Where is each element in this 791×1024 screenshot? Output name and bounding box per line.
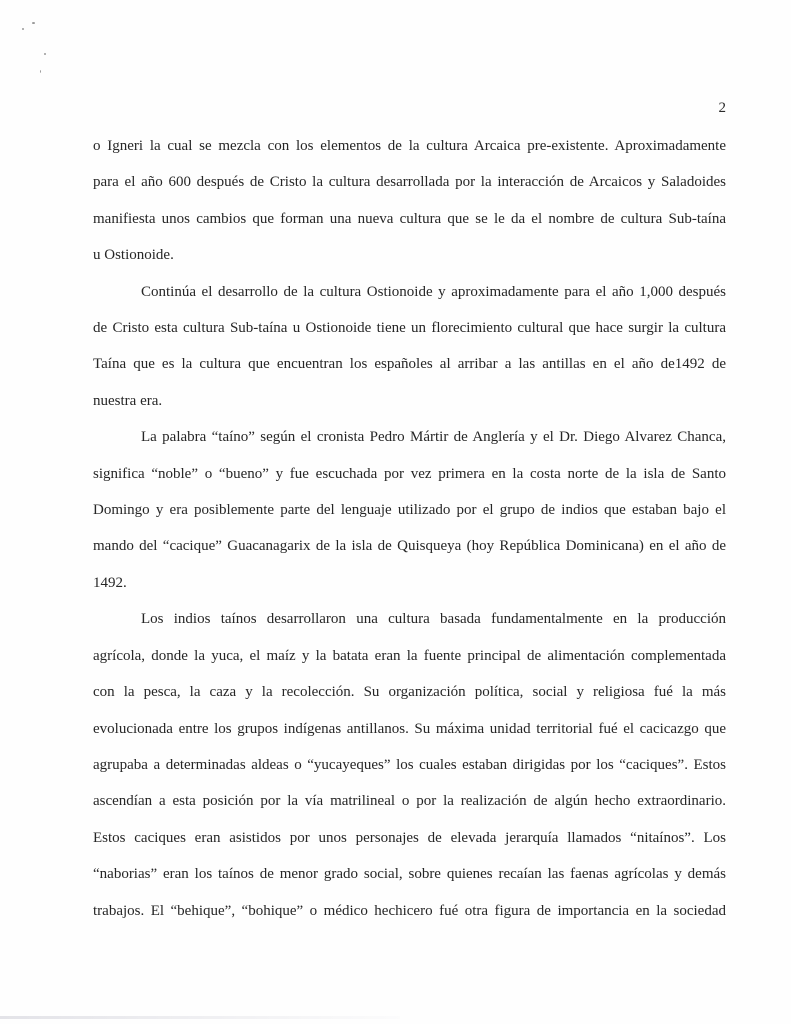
- text-line: Domingo y era posiblemente parte del lenguaje utilizado por el grupo de indios que estaban bajo el: [93, 502, 726, 519]
- scan-edge: [0, 1016, 400, 1019]
- text-line: La palabra “taíno” según el cronista Pedro Mártir de Anglería y el Dr. Diego Alvarez Chanca,: [141, 429, 726, 446]
- text-line: de Cristo esta cultura Sub-taína u Ostionoide tiene un florecimiento cultural que hace surgir la cultura: [93, 320, 726, 337]
- body-text: [93, 128, 726, 929]
- paragraph: [93, 601, 726, 929]
- text-line: nuestra era.: [93, 392, 163, 409]
- text-line: agrupaba a determinadas aldeas o “yucayeques” los cuales estaban dirigidas por los “caciques”. Estos: [93, 756, 726, 773]
- text-line: Continúa el desarrollo de la cultura Ostionoide y aproximadamente para el año 1,000 después: [141, 283, 726, 300]
- text-line: “naborias” eran los taínos de menor grado social, sobre quienes recaían las faenas agrícolas y demás: [93, 866, 726, 883]
- scan-artifact: [32, 22, 35, 24]
- paragraph: [93, 128, 726, 274]
- text-line: agrícola, donde la yuca, el maíz y la batata eran la fuente principal de alimentación complementada: [93, 647, 726, 664]
- scan-artifact: [22, 28, 24, 30]
- scan-artifact: [40, 70, 41, 73]
- text-line: Taína que es la cultura que encuentran los españoles al arribar a las antillas en el año de1492 de: [93, 356, 726, 373]
- text-line: con la pesca, la caza y la recolección. Su organización política, social y religiosa fué la más: [93, 684, 726, 701]
- text-line: evolucionada entre los grupos indígenas antillanos. Su máxima unidad territorial fué el cacicazgo que: [93, 720, 726, 737]
- paragraph: [93, 419, 726, 601]
- text-line: trabajos. El “behique”, “bohique” o médico hechicero fué otra figura de importancia en la sociedad: [93, 902, 726, 919]
- text-line: 1492.: [93, 574, 127, 591]
- page-number: 2: [718, 100, 726, 116]
- text-line: ascendían a esta posición por la vía matrilineal o por la realización de algún hecho extraordinario.: [93, 793, 726, 810]
- text-line: Los indios taínos desarrollaron una cultura basada fundamentalmente en la producción: [141, 611, 726, 628]
- text-line: para el año 600 después de Cristo la cultura desarrollada por la interacción de Arcaicos y Saladoides: [93, 174, 726, 191]
- scan-artifact: [44, 53, 46, 55]
- text-line: manifiesta unos cambios que forman una nueva cultura que se le da el nombre de cultura Sub-taína: [93, 210, 726, 227]
- paragraph: [93, 274, 726, 420]
- text-line: u Ostionoide.: [93, 247, 174, 264]
- text-line: significa “noble” o “bueno” y fue escuchada por vez primera en la costa norte de la isla de Santo: [93, 465, 726, 482]
- text-line: Estos caciques eran asistidos por unos personajes de elevada jerarquía llamados “nitaínos”. Los: [93, 829, 726, 846]
- text-line: mando del “cacique” Guacanagarix de la isla de Quisqueya (hoy República Dominicana) en el año de: [93, 538, 726, 555]
- text-line: o Igneri la cual se mezcla con los elementos de la cultura Arcaica pre-existente. Aproximadamente: [93, 138, 726, 154]
